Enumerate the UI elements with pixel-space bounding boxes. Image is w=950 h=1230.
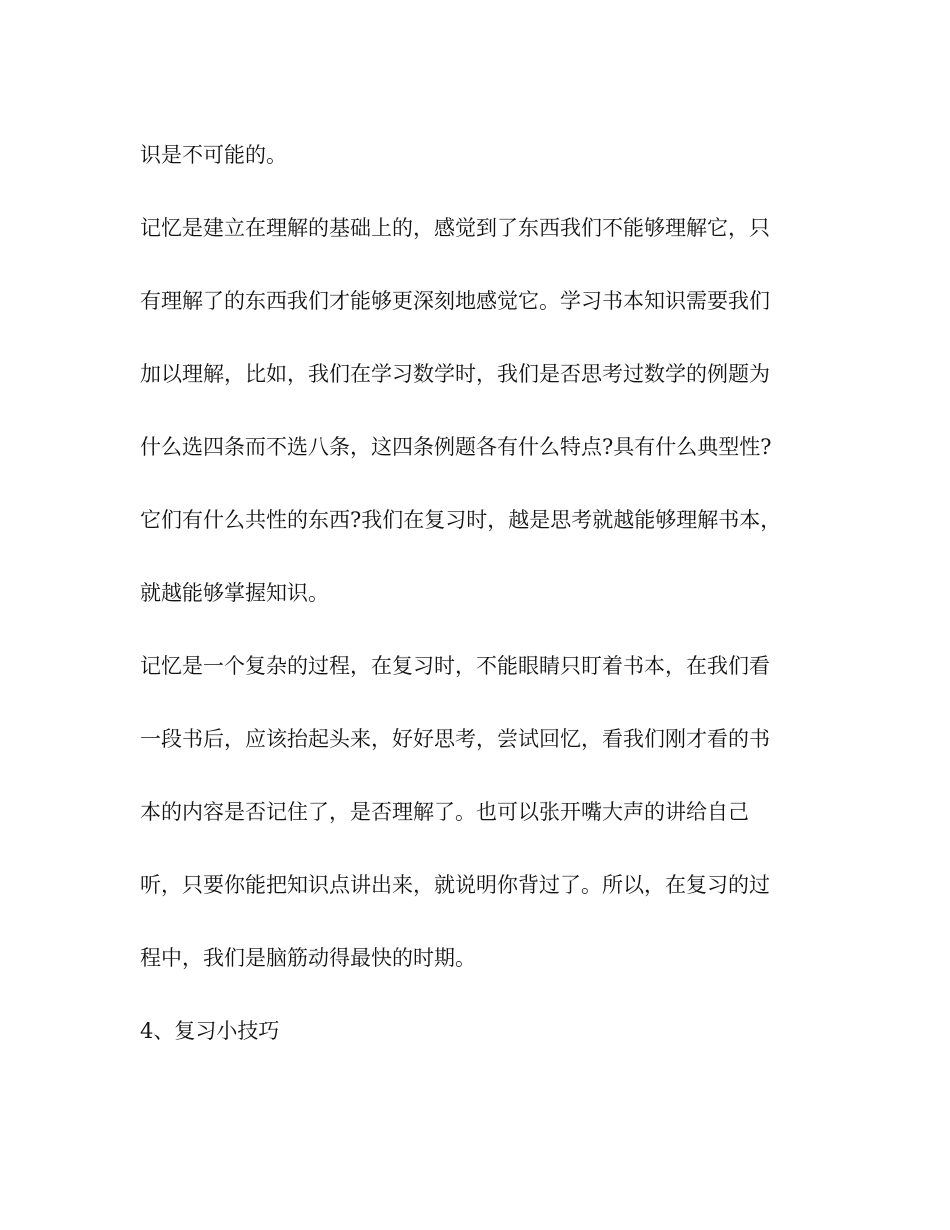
text-line: 加以理解，比如，我们在学习数学时，我们是否思考过数学的例题为 <box>140 362 770 386</box>
text-line: 本的内容是否记住了，是否理解了。也可以张开嘴大声的讲给自己 <box>140 800 749 824</box>
text-line: 一段书后，应该抬起头来，好好思考，尝试回忆，看我们刚才看的书 <box>140 727 770 751</box>
text-line: 程中，我们是脑筋动得最快的时期。 <box>140 946 476 970</box>
text-line: 识是不可能的。 <box>140 143 287 167</box>
text-line: 就越能够掌握知识。 <box>140 581 329 605</box>
text-line: 记忆是建立在理解的基础上的，感觉到了东西我们不能够理解它，只 <box>140 216 770 240</box>
text-line: 它们有什么共性的东西?我们在复习时，越是思考就越能够理解书本， <box>140 508 782 532</box>
section-heading: 4、复习小技巧 <box>140 1019 280 1043</box>
text-line: 听，只要你能把知识点讲出来，就说明你背过了。所以，在复习的过 <box>140 873 770 897</box>
text-line: 什么选四条而不选八条，这四条例题各有什么特点?具有什么典型性? <box>140 435 772 459</box>
text-line: 记忆是一个复杂的过程，在复习时，不能眼睛只盯着书本，在我们看 <box>140 654 770 678</box>
text-line: 有理解了的东西我们才能够更深刻地感觉它。学习书本知识需要我们 <box>140 289 770 313</box>
